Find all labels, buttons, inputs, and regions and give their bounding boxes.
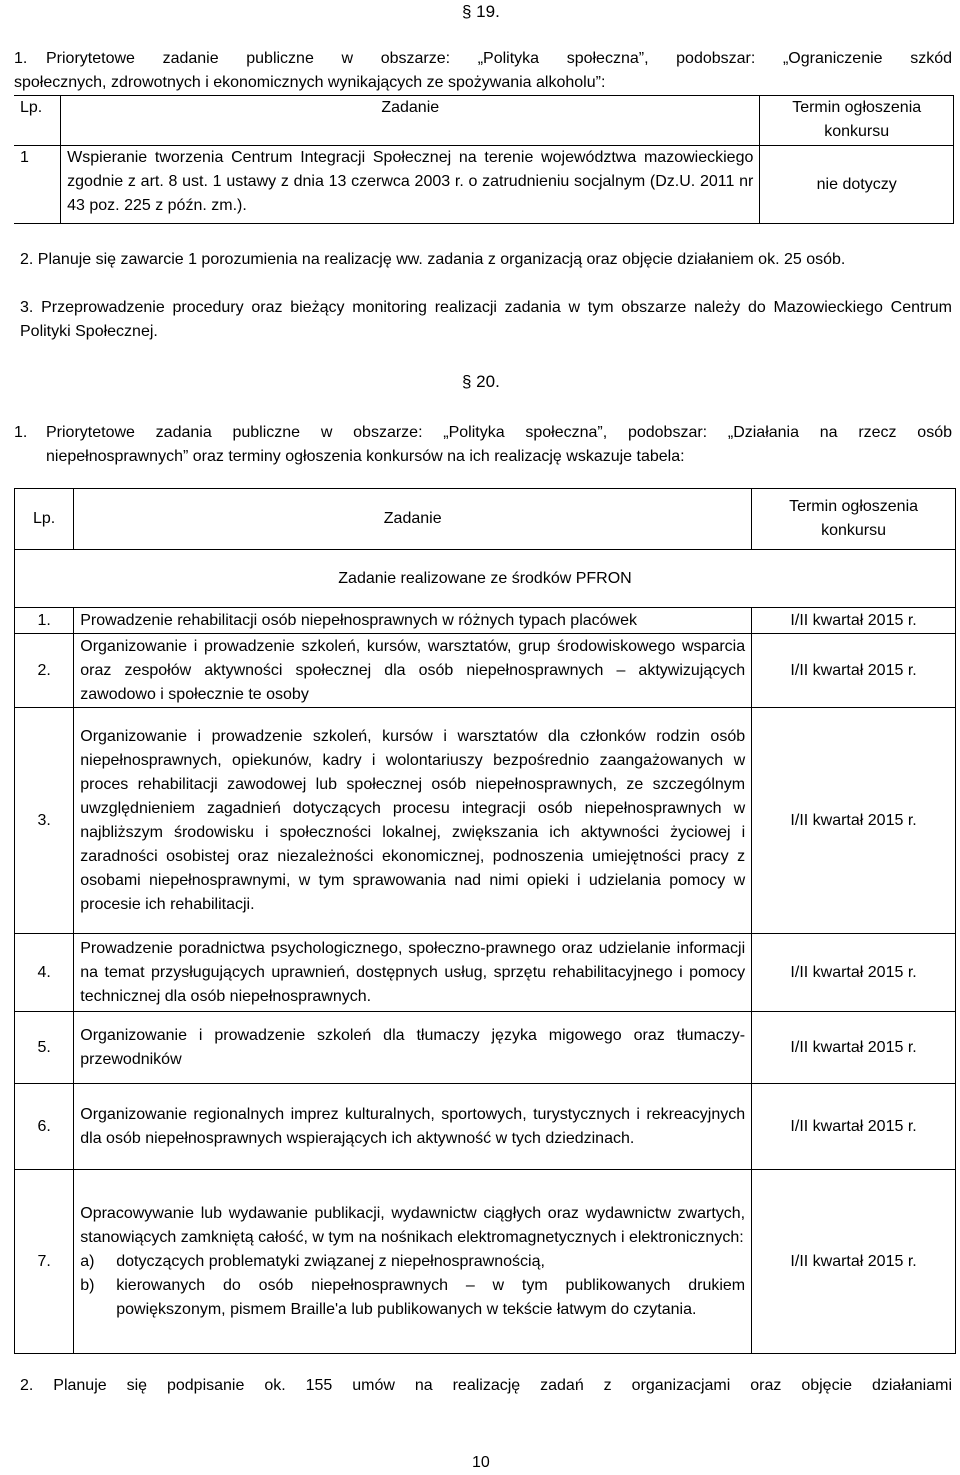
para-number: 1. xyxy=(14,50,28,67)
para-line: Priorytetowe zadanie publiczne w obszarze: „Polityka społeczna”, podobszar: „Ograniczenie szkód xyxy=(46,50,952,67)
table-row-task: Organizowanie i prowadzenie szkoleń, kursów, warsztatów, grup środowiskowego wsparcia oraz zespołów aktywności społecznej dla osób niepełnosprawnych – aktywizujących zawodowo i społecznie te osoby xyxy=(74,634,752,708)
table-row-term: I/II kwartał 2015 r. xyxy=(752,608,956,634)
table-row-lp: 5. xyxy=(15,1012,74,1084)
list-text: kierowanych do osób niepełnosprawnych – w tym publikowanych drukiem powiększonym, pismem Braille'a lub publikowanych w tekście łatwym do czytania. xyxy=(116,1276,746,1318)
table-row-lp: 2. xyxy=(15,634,74,708)
table-row-lp: 4. xyxy=(15,934,74,1012)
list-item xyxy=(80,1250,745,1274)
table-row-task xyxy=(74,1170,752,1354)
table-row-term: I/II kwartał 2015 r. xyxy=(752,634,956,708)
table-header-lp: Lp. xyxy=(15,489,74,550)
section-19-table xyxy=(14,95,954,224)
list-text: dotyczących problematyki związanej z niepełnosprawnością, xyxy=(116,1252,545,1270)
task-sublist xyxy=(80,1250,745,1322)
list-marker: a) xyxy=(80,1252,95,1270)
section-20-marker: § 20. xyxy=(462,372,500,391)
section-19-paragraph-1 xyxy=(14,47,952,95)
table-row-task: Organizowanie regionalnych imprez kulturalnych, sportowych, turystycznych i rekreacyjnych dla osób niepełnosprawnych wspierających ich aktywność w tych dziedzinach. xyxy=(74,1084,752,1170)
section-20-paragraph-1 xyxy=(14,421,952,469)
table-header-lp: Lp. xyxy=(14,96,61,146)
table-row-term: I/II kwartał 2015 r. xyxy=(752,934,956,1012)
table-row-lp: 3. xyxy=(15,708,74,934)
table-header-task: Zadanie xyxy=(61,96,760,146)
table-cell-lp: 1 xyxy=(14,146,61,224)
list-marker: b) xyxy=(80,1276,95,1294)
table-header-term: Termin ogłoszenia konkursu xyxy=(760,96,954,146)
table-header-task: Zadanie xyxy=(74,489,752,550)
section-19-marker: § 19. xyxy=(462,2,500,21)
section-20-paragraph-2: 2. Planuje się podpisanie ok. 155 umów na realizację zadań z organizacjami oraz objęcie działaniami xyxy=(20,1377,952,1394)
table-row-term: I/II kwartał 2015 r. xyxy=(752,708,956,934)
section-19-paragraph-3: 3. Przeprowadzenie procedury oraz bieżący monitoring realizacji zadania w tym obszarze należy do Mazowieckiego Centrum Polityki Społecznej. xyxy=(20,299,952,340)
table-cell-term: nie dotyczy xyxy=(760,146,954,224)
section-20-table xyxy=(14,488,956,1354)
table-row-task: Organizowanie i prowadzenie szkoleń dla tłumaczy języka migowego oraz tłumaczy-przewodników xyxy=(74,1012,752,1084)
page-number: 10 xyxy=(472,1454,490,1471)
table-header-term: Termin ogłoszenia konkursu xyxy=(752,489,956,550)
para-number: 1. xyxy=(14,424,28,441)
table-row-lp: 6. xyxy=(15,1084,74,1170)
section-19-paragraph-2: 2. Planuje się zawarcie 1 porozumienia na realizację ww. zadania z organizacją oraz objęcie działaniem ok. 25 osób. xyxy=(20,251,846,268)
table-row-lp: 7. xyxy=(15,1170,74,1354)
table-cell-task: Wspieranie tworzenia Centrum Integracji Społecznej na terenie województwa mazowieckiego zgodnie z art. 8 ust. 1 ustawy z dnia 13 czerwca 2003 r. o zatrudnieniu socjalnym (Dz.U. 2011 nr 43 poz. 225 z późn. zm.). xyxy=(61,146,760,224)
table-row-term: I/II kwartał 2015 r. xyxy=(752,1012,956,1084)
para-line: społecznych, zdrowotnych i ekonomicznych wynikających ze spożywania alkoholu”: xyxy=(14,74,606,91)
table-row-term: I/II kwartał 2015 r. xyxy=(752,1084,956,1170)
table-row-task: Prowadzenie rehabilitacji osób niepełnosprawnych w różnych typach placówek xyxy=(74,608,752,634)
table-row-task: Organizowanie i prowadzenie szkoleń, kursów i warsztatów dla członków rodzin osób niepełnosprawnych, opiekunów, kadry i wolontariuszy bezpośrednio zaangażowanych w proces rehabilitacji zawodowej lub społecznej osób niepełnosprawnych, ze szczególnym uwzględnieniem zagadnień dotyczących procesu integracji osób niepełnosprawnych w najbliższym środowisku i społeczności lokalnej, zwiększania ich aktywności życiowej i zaradności osobistej oraz niezależności ekonomicznej, podnoszenia umiejętności pracy z osobami niepełnosprawnymi, w tym sprawowania nad nimi opieki i udzielania pomocy w procesie ich rehabilitacji. xyxy=(74,708,752,934)
para-line: Priorytetowe zadania publiczne w obszarze: „Polityka społeczna”, podobszar: „Działania na rzecz osób xyxy=(46,424,952,441)
para-line: niepełnosprawnych” oraz terminy ogłoszenia konkursów na ich realizację wskazuje tabela: xyxy=(46,448,685,465)
table-subheader: Zadanie realizowane ze środków PFRON xyxy=(15,550,956,608)
task-intro: Opracowywanie lub wydawanie publikacji, wydawnictw ciągłych oraz wydawnictw zwartych, stanowiących zamkniętą całość, w tym na nośnikach elektromagnetycznych i elektronicznych: xyxy=(80,1204,746,1246)
table-row-term: I/II kwartał 2015 r. xyxy=(752,1170,956,1354)
table-row-task: Prowadzenie poradnictwa psychologicznego, społeczno-prawnego oraz udzielanie informacji na temat przysługujących uprawnień, dostępnych usług, sprzętu rehabilitacyjnego i pomocy technicznej dla osób niepełnosprawnych. xyxy=(74,934,752,1012)
list-item xyxy=(80,1274,745,1322)
table-row-lp: 1. xyxy=(15,608,74,634)
